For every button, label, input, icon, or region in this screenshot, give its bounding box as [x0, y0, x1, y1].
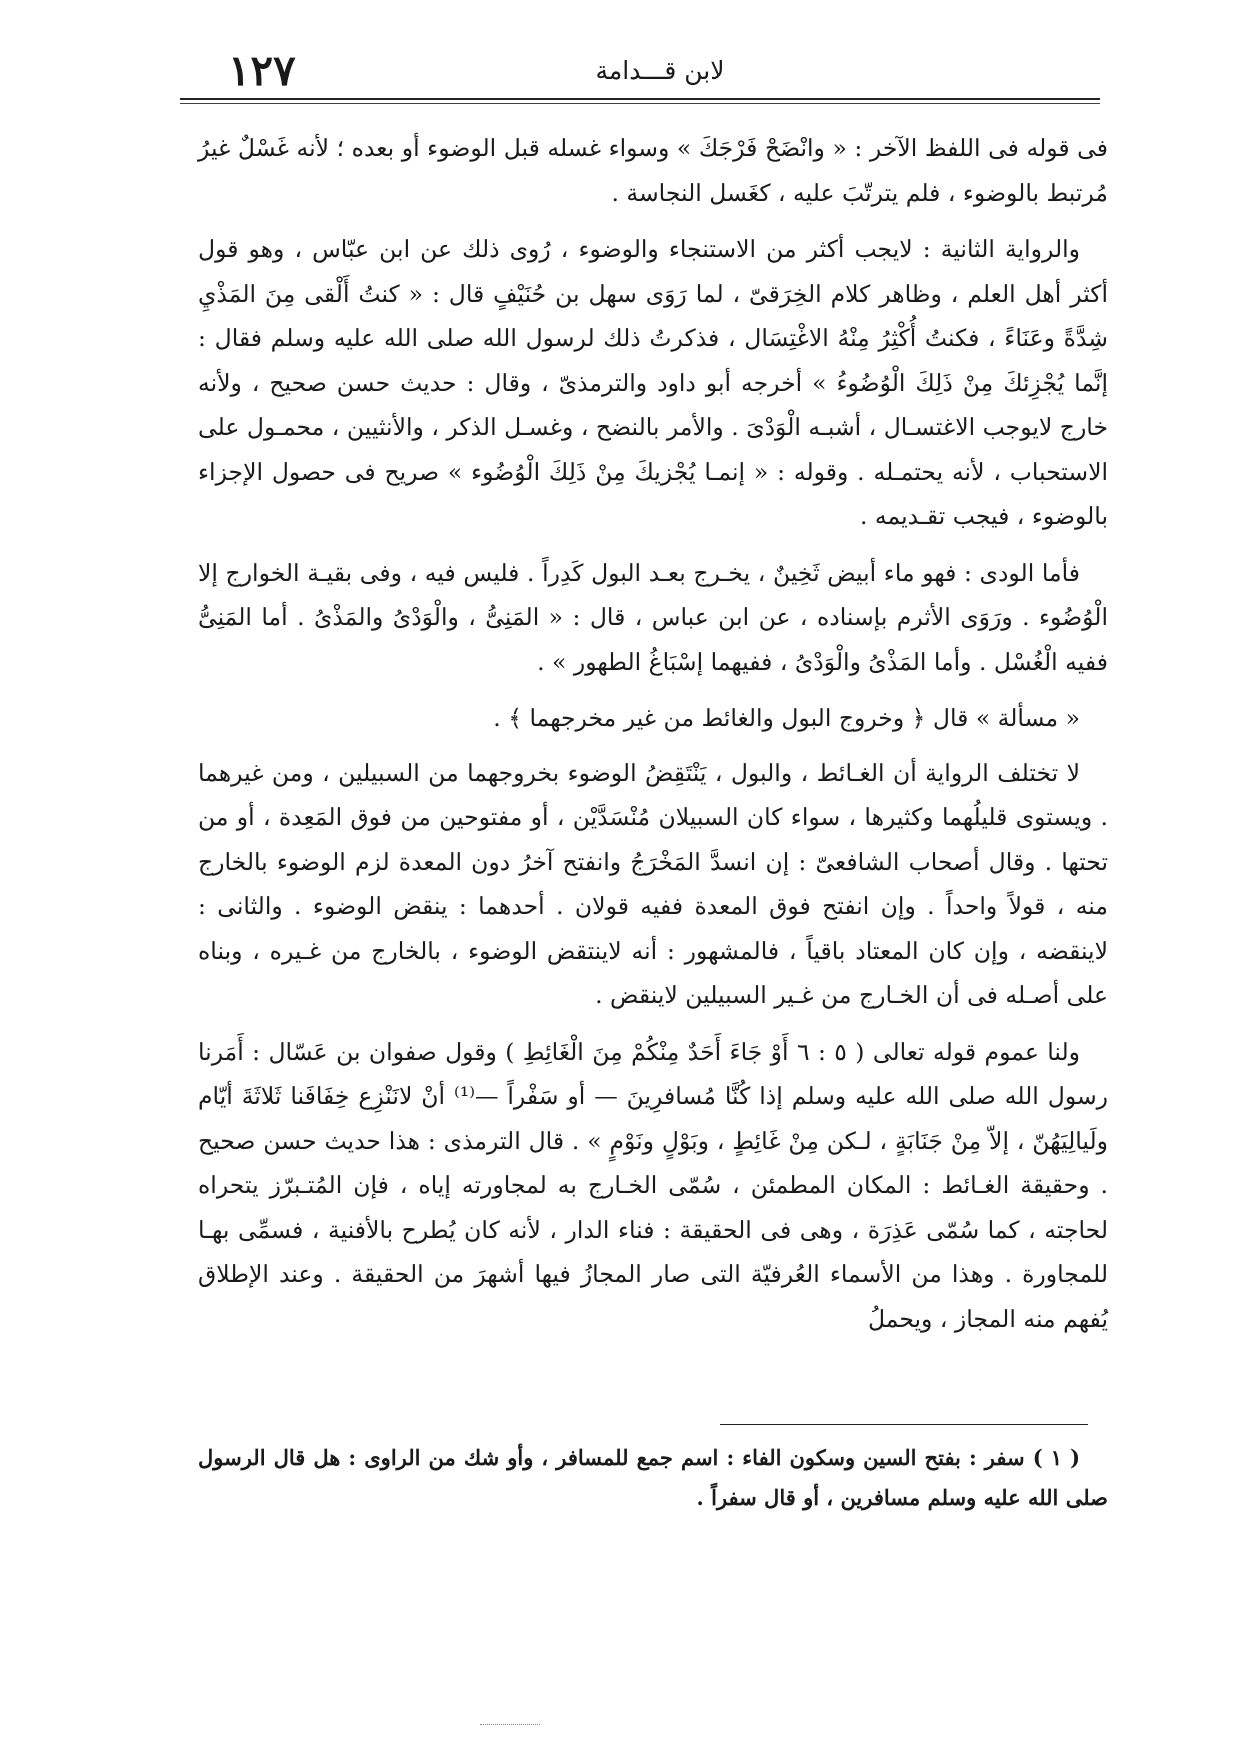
- header-rule: [180, 98, 1100, 100]
- header-rule-secondary: [180, 103, 1100, 104]
- footnote-text: ( ١ ) سفر : بفتح السين وسكون الفاء : اسم جمع للمسافر ، وأو شك من الراوى : هل قال الرسول صلى الله عليه وسلم مسافرين ، أو قال سفراً .: [198, 1445, 1108, 1510]
- running-head: لابن قـــدامة: [595, 56, 725, 85]
- paragraph-1: فى قوله فى اللفظ الآخر : « وانْضَحْ فَرْجَكَ » وسواء غسله قبل الوضوء أو بعده ؛ لأنه غَسْلٌ غيرُ مُرتبط بالوضوء ، فلم يترتّبَ عليه ، كغَسل النجاسة .: [198, 134, 1108, 207]
- footnote: [198, 1438, 1108, 1518]
- main-text: [198, 126, 1108, 1353]
- paragraph-5: ولنا عموم قوله تعالى ( ٥ : ٦ أَوْ جَاءَ أَحَدٌ مِنْكُمْ مِنَ الْغَائِطِ ) وقول صفوان بن عَسّال : أَمَرنا رسول الله صلى الله عليه وسلم إذا كُنَّا مُسافرِينَ — أو سَفْراً —⁽¹⁾ أنْ لانَنْزِع خِفَافَنا ثَلاثَةَ أيّام ولَيالِيَهُنّ ، إلاّ مِنْ جَنَابَةٍ ، لـكن مِنْ غَائِطٍ ، وبَوْلٍ ونَوْمٍ » . قال الترمذى : هذا حديث حسن صحيح . وحقيقة الغـائط : المكان المطمئن ، سُمّى الخـارج به لمجاورته إياه ، فإن المُتـبرّز يتحراه لحاجته ، كما سُمّى عَذِرَة ، وهى فى الحقيقة : فناء الدار ، لأنه كان يُطرح بالأفنية ، فسمِّى بهـا للمجاورة . وهذا من الأسماء العُرفيّة التى صار المجازُ فيها أشهرَ من الحقيقة . وعند الإطلاق يُفهم منه المجاز ، ويحملُ: [198, 1037, 1108, 1333]
- paragraph-3: فأما الودى : فهو ماء أبيض ثَخِينٌ ، يخـرج بعـد البول كَدِراً . فليس فيه ، وفى بقيـة الخوارج إلا الْوُضُوء . ورَوَى الأثرم بإسناده ، عن ابن عباس ، قال : « المَنِىُّ ، والْوَدْىُ والمَذْىُ . أما المَنِىُّ ففيه الْغُسْل . وأما المَذْىُ والْوَدْىُ ، ففيهما إسْبَاغُ الطهور » .: [198, 558, 1108, 676]
- footnote-rule: [720, 1424, 1088, 1425]
- paragraph-4: لا تختلف الرواية أن الغـائط ، والبول ، يَنْتَقِضُ الوضوء بخروجهما من السبيلين ، ومن غيرهما . ويستوى قليلُهما وكثيرها ، سواء كان السبيلان مُنْسَدَّيْن ، أو مفتوحين من فوق المَعِدة ، أو من تحتها . وقال أصحاب الشافعىّ : إن انسدَّ المَخْرَجُ وانفتح آخرُ دون المعدة لزم الوضوء بالخارج منه ، قولاً واحداً . وإن انفتح فوق المعدة ففيه قولان . أحدهما : ينقض الوضوء . والثانى : لاينقضه ، وإن كان المعتاد باقياً ، فالمشهور : أنه لاينتقض الوضوء ، بالخارج من غـيره ، وبناه على أصـله فى أن الخـارج من غـير السبيلين لاينقض .: [198, 758, 1108, 1009]
- bottom-mark: [480, 1724, 540, 1725]
- masalah-heading: « مسألة » قال ﴿ وخروج البول والغائط من غير مخرجهما ﴾ .: [493, 704, 1080, 732]
- page-number: ١٢٧: [228, 46, 296, 95]
- paragraph-2: والرواية الثانية : لايجب أكثر من الاستنجاء والوضوء ، رُوى ذلك عن ابن عبّاس ، وهو قول أكثر أهل العلم ، وظاهر كلام الخِرَقىّ ، لما رَوَى سهل بن حُنَيْفٍ قال : « كنتُ أَلْقى مِنَ المَذْيِ شِدَّةً وعَنَاءً ، فكنتُ أُكْثِرُ مِنْهُ الاغْتِسَال ، فذكرتُ ذلك لرسول الله صلى الله عليه وسلم فقال : إنَّما يُجْزِئكَ مِنْ ذَلِكَ الْوُضُوءُ » أخرجه أبو داود والترمذىّ ، وقال : حديث حسن صحيح ، ولأنه خارج لايوجب الاغتسـال ، أشبـه الْوَدْىَ . والأمر بالنضح ، وغسـل الذكر ، والأنثيين ، محمـول على الاستحباب ، لأنه يحتمـله . وقوله : « إنمـا يُجْزيكَ مِنْ ذَلِكَ الْوُضُوء » صريح فى حصول الإجزاء بالوضوء ، فيجب تقـديمه .: [198, 235, 1108, 530]
